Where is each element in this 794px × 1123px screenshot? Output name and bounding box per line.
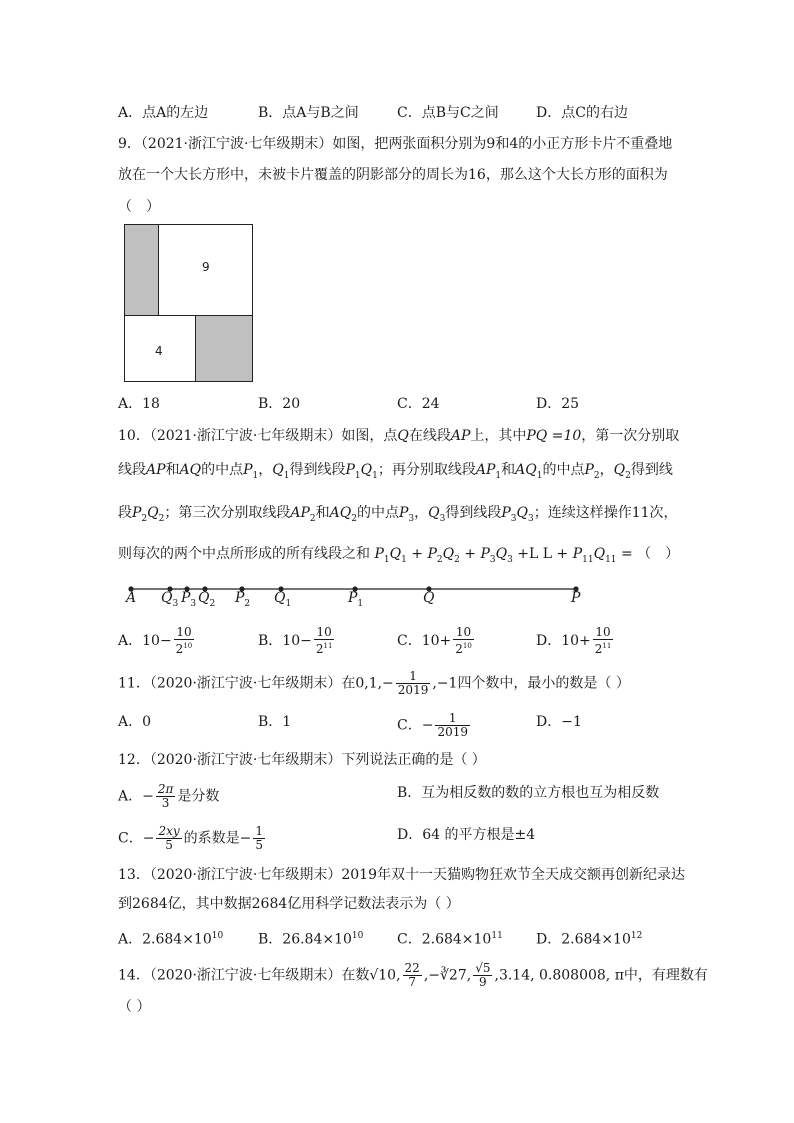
q11-option-d: D．−1 bbox=[536, 714, 582, 730]
q10-option-d: D．10+ $\frac{10}{2^{11}}$ bbox=[536, 625, 612, 656]
q11-option-c: C．− $\frac{1}{2019}$ bbox=[397, 711, 468, 739]
shaded-region-bottom bbox=[195, 315, 253, 382]
q10-option-c: C．10+ $\frac{10}{2^{10}}$ bbox=[397, 625, 472, 656]
q13-option-d: D．$2.684\times 10^{12}$ bbox=[536, 931, 643, 948]
q9-option-a: A．18 bbox=[118, 396, 160, 412]
q9-stem-line3: （ ） bbox=[118, 199, 160, 215]
q14-stem-line1: 14．（2020·浙江宁波·七年级期末）在数√10, $\frac{22}{7}$ ,−∛27, $\frac{√5}{9}$ ,3.14, 0.808008, π中，有理数有 bbox=[118, 961, 708, 989]
label-q: Q bbox=[423, 590, 435, 606]
q14-stem-line2: （ ） bbox=[118, 999, 151, 1015]
q10-stem-line2: 线段AP和AQ的中点$P_1$，$Q_1$得到线段$P_1Q_1$；再分别取线段$AP_1$和$AQ_1$的中点$P_2$，$Q_2$得到线 bbox=[118, 462, 673, 481]
label-p3: $P_3$ bbox=[181, 590, 197, 609]
q10-stem-line4: 则每次的两个中点所形成的所有线段之和 $P_1Q_1 + P_2Q_2 + P_3Q_3 +L$ $L + P_{11}Q_{11}$ = （ ） bbox=[118, 546, 680, 565]
q13-stem-line2: 到2684亿，其中数据2684亿用科学记数法表示为（ ） bbox=[118, 896, 460, 912]
q10-option-a: A．10− $\frac{10}{2^{10}}$ bbox=[118, 625, 193, 656]
label-p2: $P_2$ bbox=[235, 590, 251, 609]
q8-option-c: C．点B与C之间 bbox=[397, 105, 499, 121]
q9-option-c: C．24 bbox=[397, 396, 440, 412]
q13-option-b: B．$26.84\times 10^{10}$ bbox=[258, 931, 364, 948]
q8-option-b: B．点A与B之间 bbox=[258, 105, 359, 121]
q13-option-a: A．$2.684\times 10^{10}$ bbox=[118, 931, 224, 948]
q11-stem: 11．（2020·浙江宁波·七年级期末）在0,1,− $\frac{1}{2019}$ ,−1四个数中，最小的数是（ ） bbox=[118, 669, 630, 697]
q10-option-b: B．10− $\frac{10}{2^{11}}$ bbox=[258, 625, 333, 656]
q11-option-b: B．1 bbox=[258, 714, 292, 730]
shaded-region-top bbox=[124, 224, 159, 316]
q9-option-d: D．25 bbox=[536, 396, 580, 412]
label-q1: $Q_1$ bbox=[274, 590, 292, 609]
q9-stem-line1: 9．（2021·浙江宁波·七年级期末）如图，把两张面积分别为9和4的小正方形卡片不重叠地 bbox=[118, 136, 673, 152]
q9-stem-line2: 放在一个大长方形中，未被卡片覆盖的阴影部分的周长为16，那么这个大长方形的面积为 bbox=[118, 167, 668, 183]
q8-option-a: A．点A的左边 bbox=[118, 105, 209, 121]
q12-option-b: B．互为相反数的数的立方根也互为相反数 bbox=[397, 785, 660, 801]
q12-option-d: D．64 的平方根是±4 bbox=[397, 827, 536, 843]
q12-stem: 12．（2020·浙江宁波·七年级期末）下列说法正确的是（ ） bbox=[118, 752, 486, 768]
q10-stem-line1: 10．（2021·浙江宁波·七年级期末）如图，点Q在线段AP上，其中PQ =10，第一次分别取 bbox=[118, 428, 680, 444]
q10-stem-line3: 段$P_2Q_2$；第三次分别取线段$AP_2$和$AQ_2$的中点$P_3$，$Q_3$得到线段$P_3Q_3$；连续这样操作11次， bbox=[118, 505, 678, 524]
q12-option-c: C．− $\frac{2xy}{5}$ 的系数是− $\frac{1}{5}$ bbox=[118, 824, 264, 852]
q12-option-a: A．− $\frac{2\pi}{3}$ 是分数 bbox=[118, 782, 220, 810]
label-q2: $Q_2$ bbox=[198, 590, 216, 609]
label-p: P bbox=[571, 590, 581, 606]
q9-option-b: B．20 bbox=[258, 396, 301, 412]
q13-stem-line1: 13．（2020·浙江宁波·七年级期末）2019年双十一天猫购物狂欢节全天成交额再创新纪录达 bbox=[118, 867, 685, 883]
q13-option-c: C．$2.684\times 10^{11}$ bbox=[397, 931, 503, 948]
square-4-label: 4 bbox=[155, 344, 163, 358]
label-a: A bbox=[126, 590, 137, 606]
q11-option-a: A．0 bbox=[118, 714, 152, 730]
q10-number-line bbox=[0, 578, 794, 618]
q8-option-d: D．点C的右边 bbox=[536, 105, 628, 121]
label-p1: $P_1$ bbox=[348, 590, 364, 609]
square-9-label: 9 bbox=[202, 260, 210, 274]
label-q3: $Q_3$ bbox=[161, 590, 179, 609]
